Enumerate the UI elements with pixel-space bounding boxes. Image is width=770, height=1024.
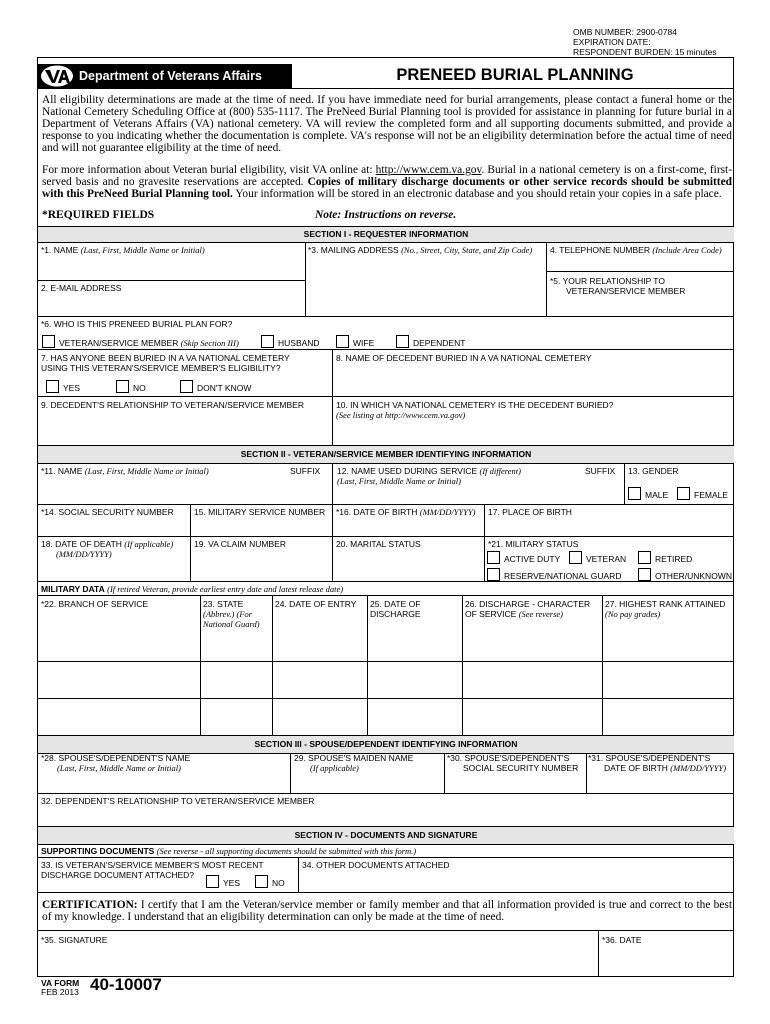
checkbox-icon[interactable]	[336, 335, 349, 348]
va-header-banner	[38, 64, 292, 88]
omb-expiration: EXPIRATION DATE:	[573, 37, 651, 47]
field-13-label: 13. GENDER	[628, 466, 679, 476]
checkbox-icon[interactable]	[628, 487, 641, 500]
field-19-label: 19. VA CLAIM NUMBER	[194, 539, 286, 549]
field-10-input[interactable]	[333, 424, 734, 446]
field-19-input[interactable]	[191, 551, 332, 580]
field-7-option-yes[interactable]: YES	[46, 380, 80, 394]
military-data-label: MILITARY DATA (If retired Veteran, provide earliest entry date and latest release date)	[41, 584, 344, 594]
field-8-input[interactable]	[333, 365, 734, 395]
field-6-label: *6. WHO IS THIS PRENEED BURIAL PLAN FOR?	[41, 319, 233, 329]
field-20-input[interactable]	[333, 551, 484, 580]
field-10-label: 10. IN WHICH VA NATIONAL CEMETERY IS THE DECEDENT BURIED? (See listing at http://www.cem.va.gov)	[336, 400, 614, 420]
checkbox-icon[interactable]	[255, 875, 268, 888]
required-fields-label: *REQUIRED FIELDS	[42, 209, 155, 221]
section-2-header: SECTION II - VETERAN/SERVICE MEMBER IDENTIFYING INFORMATION	[38, 445, 734, 464]
checkbox-icon[interactable]	[116, 380, 129, 393]
omb-block	[573, 27, 716, 57]
checkbox-icon[interactable]	[261, 335, 274, 348]
form-title: PRENEED BURIAL PLANNING	[396, 66, 634, 84]
checkbox-icon[interactable]	[638, 551, 651, 564]
field-4-phone-input[interactable]	[547, 257, 734, 270]
field-22-label: *22. BRANCH OF SERVICE	[41, 599, 149, 609]
field-17-input[interactable]	[485, 519, 734, 535]
checkbox-icon[interactable]	[206, 875, 219, 888]
checkbox-icon[interactable]	[180, 380, 193, 393]
field-3-address-input[interactable]	[306, 257, 546, 315]
status-option-veteran[interactable]: VETERAN	[569, 551, 626, 565]
field-9-label: 9. DECEDENT'S RELATIONSHIP TO VETERAN/SERVICE MEMBER	[41, 400, 304, 410]
field-24-label: 24. DATE OF ENTRY	[275, 599, 357, 609]
form-date: FEB 2013	[41, 987, 79, 997]
status-option-other[interactable]: OTHER/UNKNOWN	[638, 568, 732, 582]
form-number: 40-10007	[90, 975, 162, 994]
field-21-label: *21. MILITARY STATUS	[488, 539, 579, 549]
date-input[interactable]	[599, 947, 734, 975]
va-form-label: VA FORM	[41, 978, 80, 988]
field-33-option-yes[interactable]: YES	[206, 875, 240, 889]
field-34-input[interactable]	[299, 872, 734, 891]
field-28-label: *28. SPOUSE'S/DEPENDENT'S NAME (Last, First, Middle Name or Initial)	[41, 753, 191, 773]
signature-input[interactable]	[38, 947, 598, 975]
field-18-label: 18. DATE OF DEATH (If applicable) (MM/DD/YYYY)	[41, 539, 174, 559]
field-11-label: *11. NAME (Last, First, Middle Name or Initial)	[41, 466, 209, 476]
field-6-option-wife[interactable]: WIFE	[336, 335, 374, 349]
checkbox-icon[interactable]	[569, 551, 582, 564]
intro-paragraph-1: All eligibility determinations are made at the time of need. If you have immediate need for burial arrangements, please contact a funeral home or the National Cemetery Scheduling Office at (800) 535-1117. The PreNeed Burial Planning tool is provided for assistance in planning for future burial in a Department of Veterans Affairs (VA) national cemetery. VA will review the completed form and all supporting documents submitted, and provide a response to you indicating whether the documentation is complete. VA's response will not be an eligibility determination before the actual time of need and will not guarantee eligibility at the time of need.	[42, 94, 732, 155]
field-12-suffix-label: SUFFIX	[585, 466, 616, 476]
gender-option-female[interactable]: FEMALE	[677, 487, 728, 501]
field-16-input[interactable]	[333, 519, 484, 535]
field-6-option-veteran[interactable]: VETERAN/SERVICE MEMBER (Skip Section III)	[42, 335, 239, 349]
field-6-option-dependent[interactable]: DEPENDENT	[396, 335, 465, 349]
field-11-input[interactable]	[38, 478, 332, 503]
field-32-input[interactable]	[38, 808, 734, 826]
field-2-email-label: 2. E-MAIL ADDRESS	[41, 283, 122, 293]
field-3-address-label: *3. MAILING ADDRESS (No., Street, City, State, and Zip Code)	[308, 245, 533, 255]
field-16-label: *16. DATE OF BIRTH (MM/DD/YYYY)	[336, 507, 476, 517]
field-35-label: *35. SIGNATURE	[41, 935, 108, 945]
omb-burden: RESPONDENT BURDEN: 15 minutes	[573, 47, 717, 57]
field-8-label: 8. NAME OF DECEDENT BURIED IN A VA NATIONAL CEMETERY	[336, 353, 592, 363]
field-26-label: 26. DISCHARGE - CHARACTER OF SERVICE (See reverse)	[465, 599, 591, 619]
field-5-relationship-label: *5. YOUR RELATIONSHIP TO VETERAN/SERVICE MEMBER	[550, 276, 686, 296]
agency-name: Department of Veterans Affairs	[79, 69, 262, 83]
field-17-label: 17. PLACE OF BIRTH	[488, 507, 572, 517]
field-36-label: *36. DATE	[602, 935, 642, 945]
field-14-input[interactable]	[38, 519, 190, 535]
checkbox-icon[interactable]	[638, 568, 651, 581]
va-logo-icon	[40, 65, 74, 87]
checkbox-icon[interactable]	[487, 551, 500, 564]
supporting-documents-label: SUPPORTING DOCUMENTS (See reverse - all supporting documents should be submitted with this form.)	[41, 846, 417, 856]
military-data-row-2[interactable]	[38, 662, 734, 698]
field-27-label: 27. HIGHEST RANK ATTAINED (No pay grades)	[605, 599, 726, 619]
field-15-input[interactable]	[191, 519, 332, 535]
field-33-label: 33. IS VETERAN'S/SERVICE MEMBER'S MOST RECENT DISCHARGE DOCUMENT ATTACHED?	[41, 860, 264, 880]
certification-text: CERTIFICATION: I certify that I am the Veteran/service member or family member and that all information provided is true and correct to the best of my knowledge. I understand that an eligibility determination can only be made at the time of need.	[42, 899, 732, 923]
field-12-label: 12. NAME USED DURING SERVICE (If different) (Last, First, Middle Name or Initial)	[337, 466, 521, 486]
section-4-header: SECTION IV - DOCUMENTS AND SIGNATURE	[38, 826, 734, 845]
status-option-reserve[interactable]: RESERVE/NATIONAL GUARD	[487, 568, 621, 582]
field-23-label: 23. STATE (Abbrev.) (For National Guard)	[203, 599, 260, 629]
form-footer-left	[41, 979, 79, 997]
checkbox-icon[interactable]	[46, 380, 59, 393]
status-option-active-duty[interactable]: ACTIVE DUTY	[487, 551, 560, 565]
field-4-phone-label: 4. TELEPHONE NUMBER (Include Area Code)	[550, 245, 722, 255]
field-25-label: 25. DATE OF DISCHARGE	[370, 599, 421, 619]
section-1-header: SECTION I - REQUESTER INFORMATION	[38, 226, 734, 243]
field-31-label: *31. SPOUSE'S/DEPENDENT'S DATE OF BIRTH (MM/DD/YYYY)	[588, 753, 727, 773]
section-3-header: SECTION III - SPOUSE/DEPENDENT IDENTIFYING INFORMATION	[38, 735, 734, 754]
field-9-input[interactable]	[38, 412, 332, 446]
status-option-retired[interactable]: RETIRED	[638, 551, 692, 565]
instructions-note: Note: Instructions on reverse.	[315, 209, 457, 221]
field-34-label: 34. OTHER DOCUMENTS ATTACHED	[302, 860, 450, 870]
field-7-label: 7. HAS ANYONE BEEN BURIED IN A VA NATIONAL CEMETERY USING THIS VETERAN'S/SERVICE MEMBER'S ELIGIBILITY?	[41, 353, 290, 373]
field-32-label: 32. DEPENDENT'S RELATIONSHIP TO VETERAN/SERVICE MEMBER	[41, 796, 315, 806]
field-7-option-no[interactable]: NO	[116, 380, 146, 394]
field-11-suffix-label: SUFFIX	[290, 466, 321, 476]
checkbox-icon[interactable]	[487, 568, 500, 581]
field-15-label: 15. MILITARY SERVICE NUMBER	[194, 507, 326, 517]
military-data-row-3[interactable]	[38, 699, 734, 736]
field-20-label: 20. MARITAL STATUS	[336, 539, 421, 549]
field-7-option-dont-know[interactable]: DON'T KNOW	[180, 380, 251, 394]
gender-option-male[interactable]: MALE	[628, 487, 668, 501]
checkbox-icon[interactable]	[396, 335, 409, 348]
omb-number: OMB NUMBER: 2900-0784	[573, 27, 677, 37]
field-12-input[interactable]	[333, 488, 624, 503]
field-29-label: 29. SPOUSE'S MAIDEN NAME (If applicable)	[294, 753, 414, 773]
field-14-label: *14. SOCIAL SECURITY NUMBER	[41, 507, 174, 517]
field-2-email-input[interactable]	[38, 294, 305, 315]
field-6-option-husband[interactable]: HUSBAND	[261, 335, 320, 349]
cem-link[interactable]: http://www.cem.va.gov	[375, 164, 482, 176]
field-1-name-label: *1. NAME (Last, First, Middle Name or Initial)	[41, 245, 205, 255]
field-30-label: *30. SPOUSE'S/DEPENDENT'S SOCIAL SECURITY NUMBER	[447, 753, 579, 773]
field-1-name-input[interactable]	[38, 257, 305, 279]
intro-paragraph-2: For more information about Veteran burial eligibility, visit VA online at: http://www.cem.va.gov. Burial in a national cemetery is on a first-come, first-served basis and no gravesite reservations are accepted. Copies of military discharge documents or other service records should be submitted with this PreNeed Burial Planning tool. Your information will be stored in an electronic database and you should retain your copies in a safe place.	[42, 164, 733, 201]
checkbox-icon[interactable]	[677, 487, 690, 500]
checkbox-icon[interactable]	[42, 335, 55, 348]
field-5-relationship-input[interactable]	[547, 298, 734, 315]
field-33-option-no[interactable]: NO	[255, 875, 285, 889]
